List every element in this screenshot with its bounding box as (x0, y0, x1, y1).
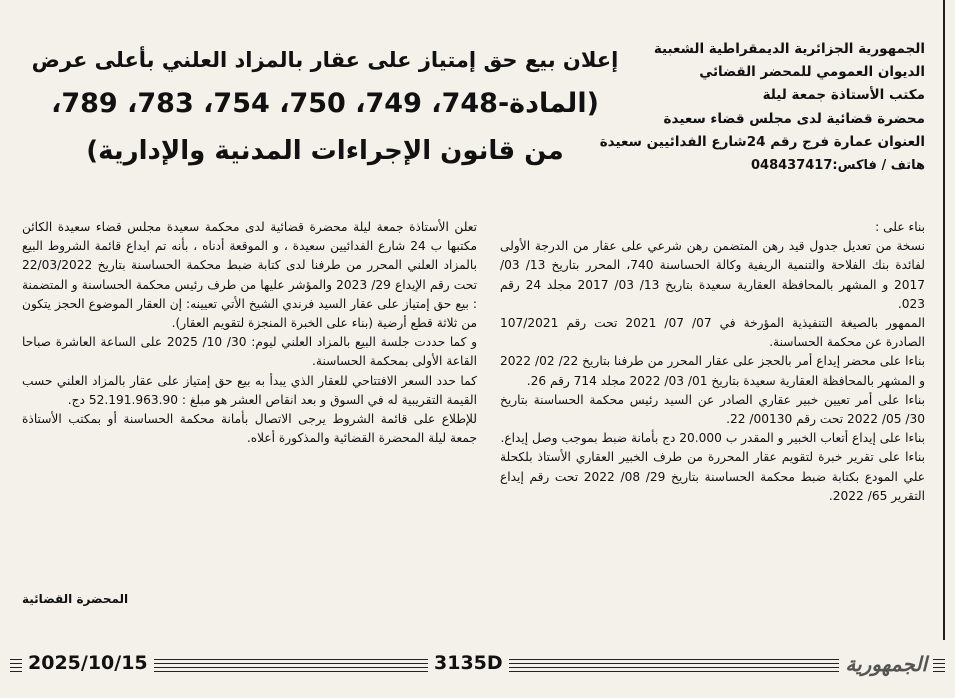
newspaper-logo: الجمهورية (839, 652, 933, 676)
announcement-paragraph: و كما حددت جلسة البيع بالمزاد العلني ليوم: 30/ 10/ 2025 على الساعة العاشرة صباحا القاعة الأولى بمحكمة الحساسنة. (22, 335, 478, 369)
page-border-line (943, 0, 945, 640)
header-line-office: الديوان العمومي للمحضر القضائي (699, 64, 925, 81)
basis-paragraph: بناءا على أمر تعيين خبير عقاري الصادر عن السيد رئيس محكمة الحساسنة بتاريخ 30/ 05/ 2022 تحت رقم 00130/ 22. (500, 392, 925, 427)
header-line-republic: الجمهورية الجزائرية الديمقراطية الشعبية (653, 41, 925, 57)
header-line-bureau: مكتب الأستاذة جمعة ليلة (762, 87, 925, 104)
notice-title-block (25, 38, 625, 176)
issuer-header (599, 38, 925, 177)
header-line-address: العنوان عمارة فرج رقم 24شارع الفدائيين سعيدة (599, 133, 925, 150)
right-column-basis (500, 218, 925, 506)
header-line-court: محضرة قضائية لدى مجلس قضاء سعيدة (663, 110, 925, 127)
signature: المحضرة القضائية (22, 592, 129, 606)
notice-title: إعلان بيع حق إمتياز على عقار بالمزاد العلني بأعلى عرض (31, 48, 619, 72)
basis-paragraph: بناءا على إيداع أتعاب الخبير و المقدر ب 20.000 دج بأمانة ضبط بموجب وصل إيداع. (500, 431, 925, 446)
announcement-paragraph: كما حدد السعر الافتتاحي للعقار الذي يبدأ به بيع حق إمتياز على عقار بالمزاد العلني حسب القيمة التقريبية له في السوق و بعد انقاص العشر هو مبلغ : 52.191.963.90 دج. (22, 373, 477, 407)
footer-code: 3135D (428, 652, 509, 674)
basis-paragraph: نسخة من تعديل جدول قيد رهن المتضمن رهن شرعي على عقار من الدرجة الأولى لفائدة بنك الفلاحة والتنمية الريفية وكالة الحساسنة 740، المحرر بتاريخ 13/ 03/ 2017 و المشهر بالمحافظة العقارية سعيدة بتاريخ 13/ 03/ 2017 مجلد 24 رقم 023. (500, 239, 926, 311)
footer-date: 2025/10/15 (22, 652, 154, 674)
header-line-phone: هاتف / فاكس:048437417 (750, 158, 925, 174)
basis-opening: بناء على : (875, 220, 925, 234)
basis-paragraph: الممهور بالصيغة التنفيذية المؤرخة في 07/ 07/ 2021 تحت رقم 107/2021 الصادرة عن محكمة الحساسنة. (500, 316, 926, 350)
basis-paragraph: بناءا على محضر إيداع أمر بالحجز على عقار المحرر من طرفنا بتاريخ 22/ 02/ 2022 و المشهر بالمحافظة العقارية سعيدة بتاريخ 01/ 03/ 2022 مجلد 714 رقم 26. (500, 354, 926, 388)
announcement-paragraph: تعلن الأستاذة جمعة ليلة محضرة قضائية لدى محكمة سعيدة مجلس قضاء سعيدة الكائن مكتبها ب 24 شارع الفدائيين سعيدة ، و الموقعة أدناه ، بأنه تم ايداع قائمة الشروط البيع بالمزاد العلني المحرر من طرفنا لدى كتابة ضبط محكمة الحساسنة بتاريخ 22/03/2022 تحت رقم الإيداع 29/ 2023 والمؤشر عليها من طرف رئيس محكمة الحساسنة و المتضمنة : بيع حق إمتياز على عقار السيد فرندي الشيخ الأتي تعيينه: إن العقار الموضوع الحجز يتكون من ثلاثة قطع أرضية (بناء على الخبرة المنجزة لتقويم العقار). (22, 220, 478, 331)
announcement-paragraph: للإطلاع على قائمة الشروط يرجى الاتصال بأمانة محكمة الحساسنة أو بمكتب الأستاذة جمعة ليلة المحضرة القضائية والمذكورة أعلاه. (22, 412, 477, 446)
basis-paragraph: بناءا على تقرير خبرة لتقويم عقار المحررة من طرف الخبير العقاري الأستاذ بلكحلة علي المودع بكتابة ضبط محكمة الحساسنة بتاريخ 29/ 08/ 2022 تحت رقم إيداع التقرير 65/ 2022. (500, 450, 926, 503)
notice-law-reference: من قانون الإجراءات المدنية والإدارية) (86, 136, 564, 166)
left-column-announcement (22, 218, 477, 448)
notice-articles: (المادة-748، 749، 750، 754، 783، 789، (51, 88, 599, 119)
